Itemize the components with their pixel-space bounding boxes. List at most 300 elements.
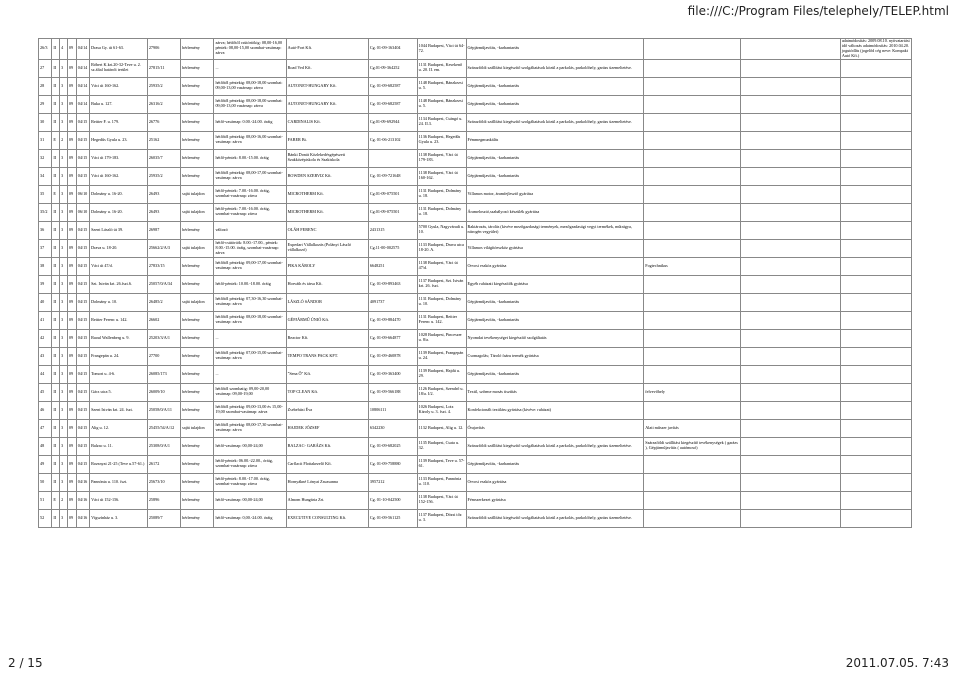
cell-seat: 1138 Budapest, Váci út 160-162. xyxy=(417,167,466,185)
cell-act: Szárazföldi szállítást kiegészítő szolgáltatások közül a parkolás, parkolóhely, garázs üzemeltetése. xyxy=(466,509,644,527)
cell-y: 09 xyxy=(67,77,76,95)
cell-d: 04/14 xyxy=(76,95,89,113)
cell-name: FABER Bt. xyxy=(286,131,368,149)
cell-addr: Vígszínház u. 3. xyxy=(90,509,148,527)
cell-e2 xyxy=(740,383,840,401)
table-row xyxy=(39,347,912,365)
cell-e1 xyxy=(644,293,741,311)
cell-addr: Drasa Gy. út 61-63. xyxy=(90,39,148,60)
page-header xyxy=(0,0,959,26)
cell-n: 3 xyxy=(60,185,68,203)
cell-e2 xyxy=(740,293,840,311)
cell-e2 xyxy=(740,437,840,455)
cell-own: bérlemény xyxy=(181,275,214,293)
cell-y: 09 xyxy=(67,167,76,185)
cell-seat: 1137 Budapest, Dózsi tőz u. 3. xyxy=(417,509,466,527)
table-row xyxy=(39,131,912,149)
cell-e2 xyxy=(740,347,840,365)
cell-reg: 2431315 xyxy=(368,221,417,239)
cell-note xyxy=(840,329,911,347)
cell-no: 28 xyxy=(39,77,52,95)
cell-act: Órajavítás xyxy=(466,419,644,437)
cell-own: bérlemény xyxy=(181,365,214,383)
cell-own: bérlemény xyxy=(181,167,214,185)
cell-no: 35/2 xyxy=(39,203,52,221)
cell-n: 3 xyxy=(60,455,68,473)
cell-addr: Hegedűs Gyula u. 23. xyxy=(90,131,148,149)
cell-no: 50 xyxy=(39,473,52,491)
cell-y: 09 xyxy=(67,509,76,527)
cell-name: Zsebehüsi Éva xyxy=(286,401,368,419)
cell-seat: 1134 Budapest, Csángó u. 24. II.3. xyxy=(417,113,466,131)
cell-addr: Alig u. 12. xyxy=(90,419,148,437)
cell-e1 xyxy=(644,185,741,203)
cell-e1 xyxy=(644,113,741,131)
cell-y: 09 xyxy=(67,437,76,455)
cell-e2 xyxy=(740,95,840,113)
cell-hours: hétfőtől péntekig: 08,00-18,00 szombat: 09,00-13,00 vasárnap: zárva xyxy=(214,77,286,95)
cell-name: Autó-Fort Kft. xyxy=(286,39,368,60)
cell-act: Gépjárműjavítás, -karbantartás xyxy=(466,311,644,329)
cell-act: Szárazföldi szállítást kiegészítő szolgáltatások közül a parkolás, parkolóhely, garázs üzemeltetése. xyxy=(466,113,644,131)
cell-reg: Cg.01-09-692944 xyxy=(368,113,417,131)
cell-note xyxy=(840,275,911,293)
cell-y: 09 xyxy=(67,221,76,239)
cell-e2 xyxy=(740,311,840,329)
cell-hrsz: 25935/2 xyxy=(147,77,180,95)
cell-own: saját tulajdon xyxy=(181,293,214,311)
cell-own: saját tulajdon xyxy=(181,203,214,221)
cell-act: Nyomdai tevékenységet kiegészítő szolgáltatás xyxy=(466,329,644,347)
cell-e2 xyxy=(740,329,840,347)
cell-hours: hétfőtől péntekig: 08,00-17,30 szombat-vasárnap: zárva xyxy=(214,419,286,437)
table-row xyxy=(39,437,912,455)
cell-reg: Cg. 01-09-682025 xyxy=(368,437,417,455)
cell-hrsz: 25662/2/A/3 xyxy=(147,239,180,257)
cell-name: Horváth és társa Kft. xyxy=(286,275,368,293)
cell-d: 04/15 xyxy=(76,149,89,167)
cell-hours: hétfőtől péntekig: 07,00-15,00 szombat-vasárnap: zárva xyxy=(214,347,286,365)
cell-e1: felvevőhely xyxy=(644,383,741,401)
cell-name: AUTONET-HUNGARY Kft. xyxy=(286,95,368,113)
cell-act: Textil, szőrme mosás tisztítás xyxy=(466,383,644,401)
cell-note xyxy=(840,509,911,527)
cell-addr: Szent István krt. 24. fszt. xyxy=(90,401,148,419)
cell-d: 04/15 xyxy=(76,455,89,473)
cell-name: MICROTHERM Kft. xyxy=(286,185,368,203)
cell-reg: Cg. 01-09-363400 xyxy=(368,365,417,383)
cell-act: Szárazföldi szállítást kiegészítő szolgáltatások közül a parkolás, parkolóhely, garázs üzemeltetése. xyxy=(466,59,644,77)
cell-hrsz: 26493 xyxy=(147,203,180,221)
cell-e2 xyxy=(740,39,840,60)
cell-e1: Alati műszer javítás xyxy=(644,419,741,437)
cell-act: Villamos motor, áramfejlesztő gyártása xyxy=(466,185,644,203)
cell-y: 09 xyxy=(67,257,76,275)
cell-own: bérlemény xyxy=(181,491,214,509)
table-row xyxy=(39,59,912,77)
cell-addr: Dolmány u. 16-20. xyxy=(90,203,148,221)
cell-y: 09 xyxy=(67,347,76,365)
cell-own: saját tulajdon xyxy=(181,239,214,257)
cell-y: 09 xyxy=(67,239,76,257)
cell-own: bérlemény xyxy=(181,221,214,239)
cell-reg: Cg. 01-06-213102 xyxy=(368,131,417,149)
cell-hours: hétfő-csütörtök: 8.00.-17.00., péntek: 8.00.-15.00. óráig, szombat-vasárnap: zárva xyxy=(214,239,286,257)
cell-e1 xyxy=(644,203,741,221)
cell-e2 xyxy=(740,185,840,203)
cell-addr: Raoul Wallenberg u. 9. xyxy=(90,329,148,347)
cell-own: bérlemény xyxy=(181,131,214,149)
cell-n: 3 xyxy=(60,167,68,185)
cell-d: 04/15 xyxy=(76,257,89,275)
table-row xyxy=(39,221,912,239)
cell-addr: Váci út 47/d. xyxy=(90,257,148,275)
cell-note xyxy=(840,491,911,509)
cell-e1 xyxy=(644,95,741,113)
cell-no: 34 xyxy=(39,167,52,185)
cell-note xyxy=(840,203,911,221)
cell-t: II xyxy=(52,437,60,455)
cell-note xyxy=(840,113,911,131)
cell-reg: 3957212 xyxy=(368,473,417,491)
cell-act: Gépjárműjavítás, -karbantartás xyxy=(466,455,644,473)
cell-addr: Reitter Ferenc u. 142. xyxy=(90,311,148,329)
cell-e1 xyxy=(644,491,741,509)
cell-t: E xyxy=(52,491,60,509)
cell-name: HAJDEK JÓZSEF xyxy=(286,419,368,437)
cell-name: Road Ved Kft. xyxy=(286,59,368,77)
cell-reg: Cg.11-00-002575 xyxy=(368,239,417,257)
cell-no: 38 xyxy=(39,257,52,275)
cell-hours: hétfő-vasárnap: 0.00.-24.00. óráig xyxy=(214,113,286,131)
cell-hours: ... xyxy=(214,365,286,383)
cell-d: 04/14 xyxy=(76,59,89,77)
cell-t: II xyxy=(52,293,60,311)
page-number: 2 / 15 xyxy=(8,656,43,670)
cell-e2 xyxy=(740,59,840,77)
cell-e1 xyxy=(644,59,741,77)
cell-seat: 1131 Budapest, Dolmány u. 10. xyxy=(417,293,466,311)
cell-reg xyxy=(368,149,417,167)
cell-hrsz: 25673/10 xyxy=(147,473,180,491)
cell-seat: 1132 Budapest, Alig u. 12. xyxy=(417,419,466,437)
cell-e2 xyxy=(740,203,840,221)
cell-note xyxy=(840,311,911,329)
cell-own: bérlemény xyxy=(181,77,214,95)
cell-reg: Cg. 01-09-758880 xyxy=(368,455,417,473)
cell-addr: Pannónia u. 110. fszt. xyxy=(90,473,148,491)
cell-act: Konfekcionált textiláru gyártása (kivéve: ruházat) xyxy=(466,401,644,419)
cell-hrsz: 26485/2 xyxy=(147,293,180,311)
cell-addr: Reitter F. u. 179. xyxy=(90,113,148,131)
table-row xyxy=(39,149,912,167)
cell-note xyxy=(840,77,911,95)
cell-d: 06/10 xyxy=(76,185,89,203)
cell-n: 3 xyxy=(60,383,68,401)
cell-reg: Cg. 01-09-682587 xyxy=(368,95,417,113)
table-row xyxy=(39,401,912,419)
cell-e1 xyxy=(644,329,741,347)
cell-reg: Cg. 01-09-566188 xyxy=(368,383,417,401)
cell-d: 04/15 xyxy=(76,401,89,419)
cell-own: bérlemény xyxy=(181,383,214,401)
cell-y: 09 xyxy=(67,275,76,293)
cell-own: bérlemény xyxy=(181,59,214,77)
cell-act: Gépjárműjavítás, -karbantartás xyxy=(466,95,644,113)
cell-t: II xyxy=(52,401,60,419)
cell-note xyxy=(840,149,911,167)
cell-hrsz: 27906 xyxy=(147,39,180,60)
cell-seat: 1126 Budapest, Szendrő u. 18/a. I/2. xyxy=(417,383,466,401)
cell-note xyxy=(840,473,911,491)
cell-reg: 10806111 xyxy=(368,401,417,419)
cell-own: bérlemény xyxy=(181,437,214,455)
cell-reg: Cg. 01-09-721648 xyxy=(368,167,417,185)
cell-n: 3 xyxy=(60,347,68,365)
cell-y: 09 xyxy=(67,383,76,401)
cell-hours: hétfőtől szombatig: 09,00-20,00 vasárnap: 09,00-19,00 xyxy=(214,383,286,401)
cell-t: II xyxy=(52,455,60,473)
cell-hours: hétfő-péntek: 8.00.-15.00. óráig xyxy=(214,149,286,167)
cell-e2 xyxy=(740,455,840,473)
cell-own: bérlemény xyxy=(181,401,214,419)
cell-e2 xyxy=(740,167,840,185)
cell-e1 xyxy=(644,365,741,383)
cell-act: Gépjárműjavítás, -karbantartás xyxy=(466,365,644,383)
cell-n: 3 xyxy=(60,401,68,419)
cell-act: Gépjárműjavítás, -karbantartás xyxy=(466,293,644,311)
cell-d: 04/15 xyxy=(76,311,89,329)
cell-addr: Szent László út 39. xyxy=(90,221,148,239)
cell-n: 3 xyxy=(60,509,68,527)
cell-hours: hétfő-péntek: 7.00.-16.00. óráig, szombat-vasárnap: zárva xyxy=(214,185,286,203)
cell-no: 27 xyxy=(39,59,52,77)
cell-d: 04/15 xyxy=(76,221,89,239)
cell-d: 04/15 xyxy=(76,239,89,257)
cell-seat: 1131 Budapest, Reitter Ferenc u. 142. xyxy=(417,311,466,329)
cell-note xyxy=(840,437,911,455)
table-row xyxy=(39,473,912,491)
cell-e1 xyxy=(644,77,741,95)
cell-e2 xyxy=(740,401,840,419)
cell-no: 31 xyxy=(39,131,52,149)
cell-hours: hétfőtől péntekig: 09,00-13,00 és 15,00-19,00 szombat-vasárnap: zárva xyxy=(214,401,286,419)
cell-e1 xyxy=(644,167,741,185)
cell-e1 xyxy=(644,131,741,149)
cell-reg: Cg. 01-09-561125 xyxy=(368,509,417,527)
cell-hrsz: 26493 xyxy=(147,185,180,203)
cell-e2 xyxy=(740,77,840,95)
cell-name: Hornyákné Lónyai Zsuzsanna xyxy=(286,473,368,491)
cell-e2 xyxy=(740,491,840,509)
cell-hrsz: 26085/173 xyxy=(147,365,180,383)
cell-n: 3 xyxy=(60,419,68,437)
cell-t: II xyxy=(52,77,60,95)
table-row xyxy=(39,509,912,527)
cell-hours: hétfő-péntek: 7.00.-16.00. óráig, szombat-vasárnap: zárva xyxy=(214,203,286,221)
cell-t: II xyxy=(52,221,60,239)
cell-own: bérlemény xyxy=(181,473,214,491)
cell-hrsz: 25455/54/A/12 xyxy=(147,419,180,437)
cell-n: 3 xyxy=(60,149,68,167)
cell-addr: Róbert K.krt.20-32-Teve u. 2. sz.által határolt terület xyxy=(90,59,148,77)
cell-name: GÉPJÁRMŰ ÚNIÓ Kft. xyxy=(286,311,368,329)
cell-t: II xyxy=(52,59,60,77)
cell-y: 09 xyxy=(67,491,76,509)
cell-hrsz: 27700 xyxy=(147,347,180,365)
cell-note xyxy=(840,293,911,311)
cell-addr: Frangepán u. 24. xyxy=(90,347,148,365)
cell-e2 xyxy=(740,221,840,239)
cell-hours: hétfőtől péntekig: 07,30-16,30 szombat-vasárnap: zárva xyxy=(214,293,286,311)
cell-act: Villamos világítóeszköz gyártása xyxy=(466,239,644,257)
cell-reg: Cg.01-09-075501 xyxy=(368,185,417,203)
cell-hours: hétfőtől péntekig: 08,00-16,00 szombat-vasárnap: zárva xyxy=(214,131,286,149)
cell-t: II xyxy=(52,383,60,401)
cell-no: 39 xyxy=(39,275,52,293)
cell-seat: 5700 Gyula, Nagyváradi u. 10. xyxy=(417,221,466,239)
table-row xyxy=(39,311,912,329)
cell-e1 xyxy=(644,473,741,491)
cell-addr: Balzac u. 11. xyxy=(90,437,148,455)
cell-y: 09 xyxy=(67,329,76,347)
cell-n: 3 xyxy=(60,257,68,275)
cell-seat: 1131 Budapest, Dolmány u. 18. xyxy=(417,203,466,221)
cell-d: 04/16 xyxy=(76,491,89,509)
cell-no: 32 xyxy=(39,149,52,167)
cell-hrsz: 25058/0/A/11 xyxy=(147,401,180,419)
cell-name: LÁSZLÓ SÁNDOR xyxy=(286,293,368,311)
cell-no: 51 xyxy=(39,491,52,509)
cell-reg: Cg. 01-09-884470 xyxy=(368,311,417,329)
cell-note xyxy=(840,239,911,257)
cell-hrsz: 27815/11 xyxy=(147,59,180,77)
cell-own: bérlemény xyxy=(181,509,214,527)
cell-seat: 1136 Budapest, Hegedűs Gyula u. 23. xyxy=(417,131,466,149)
cell-d: 04/15 xyxy=(76,365,89,383)
cell-no: 41 xyxy=(39,311,52,329)
cell-addr: Szt. István krt. 26.fszt.6. xyxy=(90,275,148,293)
cell-y: 09 xyxy=(67,311,76,329)
cell-addr: Buka u. 127. xyxy=(90,95,148,113)
table-row xyxy=(39,419,912,437)
cell-hrsz: 26316/2 xyxy=(147,95,180,113)
cell-own: bérlemény xyxy=(181,347,214,365)
cell-note xyxy=(840,401,911,419)
cell-d: 06/10 xyxy=(76,203,89,221)
cell-hours: hétfőtől péntekig: 08,00-18,00 szombat: 09,00-13,00 vasárnap: zárva xyxy=(214,95,286,113)
cell-reg: Cg. 01-09-682587 xyxy=(368,77,417,95)
cell-hrsz: 25162 xyxy=(147,131,180,149)
file-path: file:///C:/Program Files/telephely/TELEP.html xyxy=(687,4,949,18)
cell-act: Raktározás, tárolás (kivéve mezőgazdasági termények, mezőgazdasági vegyi termékek, műtrágya, nitrogén vegyület) xyxy=(466,221,644,239)
cell-own: bérlemény xyxy=(181,311,214,329)
cell-d: 04/14 xyxy=(76,39,89,60)
table-row xyxy=(39,365,912,383)
cell-reg: Cg.01-09-364252 xyxy=(368,59,417,77)
cell-no: 52 xyxy=(39,509,52,527)
cell-e1 xyxy=(644,239,741,257)
cell-reg: 6648251 xyxy=(368,257,417,275)
table-row xyxy=(39,455,912,473)
cell-reg: Cg. 01-10-042500 xyxy=(368,491,417,509)
cell-own: bérlemény xyxy=(181,39,214,60)
cell-e2 xyxy=(740,509,840,527)
cell-hours: hétfő-vasárnap: 00,00-24,00 xyxy=(214,491,286,509)
cell-y: 09 xyxy=(67,185,76,203)
cell-addr: Dolmány u. 10. xyxy=(90,293,148,311)
cell-name: MICROTHERM Kft. xyxy=(286,203,368,221)
cell-hrsz: 25057/0/A/34 xyxy=(147,275,180,293)
cell-seat: 1135 Budapest, Csata u. 32. xyxy=(417,437,466,455)
cell-hours: hétfőtől péntekig: 08,00-17,00 szombat-vasárnap: zárva xyxy=(214,167,286,185)
cell-name: Expedart Vállalkozás (Polányi László vállalkozó) xyxy=(286,239,368,257)
cell-name: BALZAC- GARÁZS Kft. xyxy=(286,437,368,455)
cell-addr: Dolmány u. 16-20. xyxy=(90,185,148,203)
cell-t: II xyxy=(52,39,60,60)
cell-seat: 1044 Budapest, Váci út 64-72. xyxy=(417,39,466,60)
cell-e1 xyxy=(644,275,741,293)
cell-reg: Cg. 01-09-460878 xyxy=(368,347,417,365)
cell-note xyxy=(840,167,911,185)
cell-act: Áramelosztó,szabályozó készülék gyártása xyxy=(466,203,644,221)
cell-reg: Cg. 01-09-163404 xyxy=(368,39,417,60)
cell-t: II xyxy=(52,347,60,365)
cell-name: TEMPO TRANS PACK KFT. xyxy=(286,347,368,365)
cell-name: PIKA KÁROLY xyxy=(286,257,368,275)
cell-hours: hétfő-vasárnap: 00,00-24,00 xyxy=(214,437,286,455)
cell-t: II xyxy=(52,167,60,185)
cell-act: Orvosi eszköz gyártása xyxy=(466,257,644,275)
cell-e1 xyxy=(644,149,741,167)
cell-note xyxy=(840,365,911,383)
cell-name: AUTONET-HUNGARY Kft. xyxy=(286,77,368,95)
table-row xyxy=(39,491,912,509)
cell-own: saját tulajdon xyxy=(181,419,214,437)
cell-y: 09 xyxy=(67,293,76,311)
table-row xyxy=(39,185,912,203)
cell-seat: 1138 Budapest, Váci út 47/d. xyxy=(417,257,466,275)
cell-name: "Sena Ő" Kft. xyxy=(286,365,368,383)
cell-note xyxy=(840,131,911,149)
cell-n: 3 xyxy=(60,293,68,311)
cell-t: E xyxy=(52,131,60,149)
cell-own: bérlemény xyxy=(181,455,214,473)
print-datetime: 2011.07.05. 7:43 xyxy=(845,656,949,670)
cell-t: II xyxy=(52,239,60,257)
table-row xyxy=(39,113,912,131)
cell-own: bérlemény xyxy=(181,149,214,167)
cell-d: 04/15 xyxy=(76,113,89,131)
cell-e2 xyxy=(740,131,840,149)
cell-e2 xyxy=(740,257,840,275)
cell-hrsz: 25308/0/A/1 xyxy=(147,437,180,455)
cell-d: 04/15 xyxy=(76,419,89,437)
cell-no: 30 xyxy=(39,113,52,131)
cell-own: bérlemény xyxy=(181,113,214,131)
cell-n: 3 xyxy=(60,275,68,293)
table-row xyxy=(39,257,912,275)
cell-act: Fémszerkezet gyártása xyxy=(466,491,644,509)
table-row xyxy=(39,239,912,257)
cell-d: 04/15 xyxy=(76,329,89,347)
cell-hrsz: 26987 xyxy=(147,221,180,239)
cell-note xyxy=(840,347,911,365)
cell-name: EXECUTIVE CONSULTING Kft. xyxy=(286,509,368,527)
cell-no: 46 xyxy=(39,401,52,419)
cell-hours: hétfő-péntek: 10.00.-18.00. óráig xyxy=(214,275,286,293)
cell-hours: zárva; hétfőtől csütörtökig: 08,00-16,00 péntek: 08,00-15,00 szombat-vasárnap: zárva xyxy=(214,39,286,60)
